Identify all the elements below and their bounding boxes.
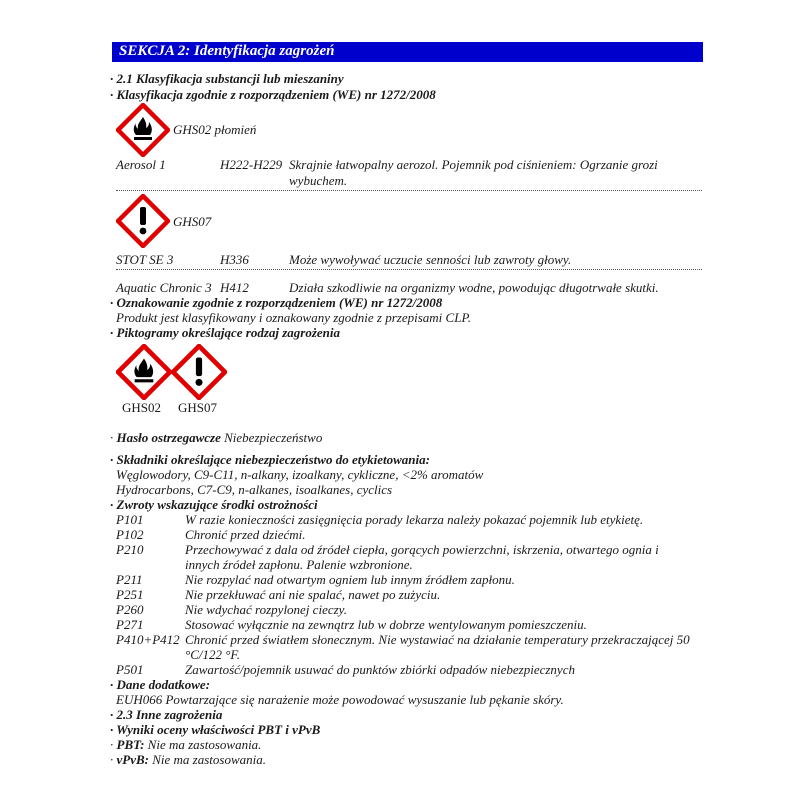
aerosol-category: Aerosol 1 bbox=[116, 157, 166, 172]
pbt-title: Wyniki oceny właściwości PBT i vPvB bbox=[116, 722, 321, 737]
subsection-2-3: · 2.3 Inne zagrożenia bbox=[110, 707, 223, 722]
p-code: P271 bbox=[116, 617, 144, 632]
subsection-2-1: · 2.1 Klasyfikacja substancji lub mieszaniny bbox=[110, 71, 344, 86]
p-code: P211 bbox=[116, 572, 143, 587]
classification-heading: · Klasyfikacja zgodnie z rozporządzeniem (WE) nr 1272/2008 bbox=[110, 87, 436, 102]
stot-code: H336 bbox=[220, 252, 249, 267]
additional-text: EUH066 Powtarzające się narażenie może powodować wysuszanie lub pękanie skóry. bbox=[116, 692, 564, 707]
section-title: SEKCJA 2: Identyfikacja zagrożeń bbox=[119, 43, 335, 59]
precautionary-heading: · Zwroty wskazujące środki ostrożności bbox=[110, 497, 318, 512]
aquatic-code: H412 bbox=[220, 280, 249, 295]
components-heading: · Składniki określające niebezpieczeństwo do etykietowania: bbox=[110, 452, 430, 467]
p-code: P501 bbox=[116, 662, 144, 677]
p-text-cont: innych źródeł zapłonu. Palenie wzbronione. bbox=[185, 557, 413, 572]
ghs02-label: GHS02 płomień bbox=[173, 122, 257, 137]
vpvb-value: Nie ma zastosowania. bbox=[152, 752, 266, 767]
signal-word-label: Hasło ostrzegawcze bbox=[116, 430, 221, 445]
vpvb-label: vPvB: bbox=[116, 752, 149, 767]
p-code: P251 bbox=[116, 587, 144, 602]
exclamation-icon bbox=[116, 194, 170, 248]
pbt-label: PBT: bbox=[116, 737, 145, 752]
p-text: Nie rozpylać nad otwartym ogniem lub innym źródłem zapłonu. bbox=[185, 572, 515, 587]
subsection-2-1-title: 2.1 Klasyfikacja substancji lub mieszaniny bbox=[116, 71, 344, 86]
p-text: Przechowywać z dala od źródeł ciepła, gorących powierzchni, iskrzenia, otwartego ognia i bbox=[185, 542, 659, 557]
pictogram-label-ghs07: GHS07 bbox=[178, 400, 218, 415]
aerosol-text: Skrajnie łatwopalny aerozol. Pojemnik pod ciśnieniem: Ogrzanie grozi bbox=[289, 157, 658, 172]
p-text-cont: °C/122 °F. bbox=[185, 647, 240, 662]
pbt-heading: · Wyniki oceny właściwości PBT i vPvB bbox=[110, 722, 321, 737]
component-line: Węglowodory, C9-C11, n-alkany, izoalkany, cykliczne, <2% aromatów bbox=[116, 467, 484, 482]
labelling-heading: · Oznakowanie zgodnie z rozporządzeniem (WE) nr 1272/2008 bbox=[110, 295, 443, 310]
vpvb-row: · vPvB: Nie ma zastosowania. bbox=[110, 752, 266, 767]
pbt-value: Nie ma zastosowania. bbox=[147, 737, 262, 752]
subsection-2-3-title: 2.3 Inne zagrożenia bbox=[116, 707, 223, 722]
flame-icon bbox=[116, 103, 170, 157]
p-text: Nie przekłuwać ani nie spalać, nawet po zużyciu. bbox=[185, 587, 441, 602]
p-text: Stosować wyłącznie na zewnątrz lub w dobrze wentylowanym pomieszczeniu. bbox=[185, 617, 587, 632]
aerosol-text-cont: wybuchem. bbox=[289, 173, 348, 188]
aquatic-category: Aquatic Chronic 3 bbox=[116, 280, 212, 295]
stot-text: Może wywoływać uczucie senności lub zawroty głowy. bbox=[289, 252, 572, 267]
labelling-text: Produkt jest klasyfikowany i oznakowany zgodnie z przepisami CLP. bbox=[116, 310, 471, 325]
labelling-title: Oznakowanie zgodnie z rozporządzeniem (WE) nr 1272/2008 bbox=[116, 295, 443, 310]
divider bbox=[116, 269, 702, 270]
p-text: Chronić przed światłem słonecznym. Nie wystawiać na działanie temperatury przekraczającej 50 bbox=[185, 632, 690, 647]
p-code: P102 bbox=[116, 527, 144, 542]
p-code: P260 bbox=[116, 602, 144, 617]
pictograms-title: Piktogramy określające rodzaj zagrożenia bbox=[116, 325, 341, 340]
divider bbox=[116, 190, 702, 191]
ghs07-label: GHS07 bbox=[173, 214, 212, 229]
additional-title: Dane dodatkowe: bbox=[116, 677, 211, 692]
classification-title: Klasyfikacja zgodnie z rozporządzeniem (WE) nr 1272/2008 bbox=[116, 87, 436, 102]
pictograms-heading: · Piktogramy określające rodzaj zagrożenia bbox=[110, 325, 341, 340]
p-code: P210 bbox=[116, 542, 144, 557]
aquatic-text: Działa szkodliwie na organizmy wodne, powodując długotrwałe skutki. bbox=[289, 280, 659, 295]
p-text: Nie wdychać rozpylonej cieczy. bbox=[185, 602, 347, 617]
p-text: Zawartość/pojemnik usuwać do punktów zbiórki odpadów niebezpiecznych bbox=[185, 662, 575, 677]
p-text: W razie konieczności zasięgnięcia porady lekarza należy pokazać pojemnik lub etykietę. bbox=[185, 512, 644, 527]
flame-icon bbox=[116, 344, 172, 400]
p-text: Chronić przed dziećmi. bbox=[185, 527, 306, 542]
components-title: Składniki określające niebezpieczeństwo do etykietowania: bbox=[116, 452, 430, 467]
signal-word-row: · Hasło ostrzegawcze Niebezpieczeństwo bbox=[110, 430, 323, 445]
signal-word-value: Niebezpieczeństwo bbox=[224, 430, 323, 445]
additional-heading: · Dane dodatkowe: bbox=[110, 677, 211, 692]
component-line: Hydrocarbons, C7-C9, n-alkanes, isoalkanes, cyclics bbox=[116, 482, 393, 497]
aerosol-code: H222-H229 bbox=[220, 157, 283, 172]
pictogram-label-ghs02: GHS02 bbox=[122, 400, 162, 415]
section-header bbox=[112, 42, 703, 62]
exclamation-icon bbox=[171, 344, 227, 400]
stot-category: STOT SE 3 bbox=[116, 252, 174, 267]
pbt-row: · PBT: Nie ma zastosowania. bbox=[110, 737, 262, 752]
precautionary-title: Zwroty wskazujące środki ostrożności bbox=[116, 497, 318, 512]
p-code: P410+P412 bbox=[116, 632, 180, 647]
p-code: P101 bbox=[116, 512, 144, 527]
